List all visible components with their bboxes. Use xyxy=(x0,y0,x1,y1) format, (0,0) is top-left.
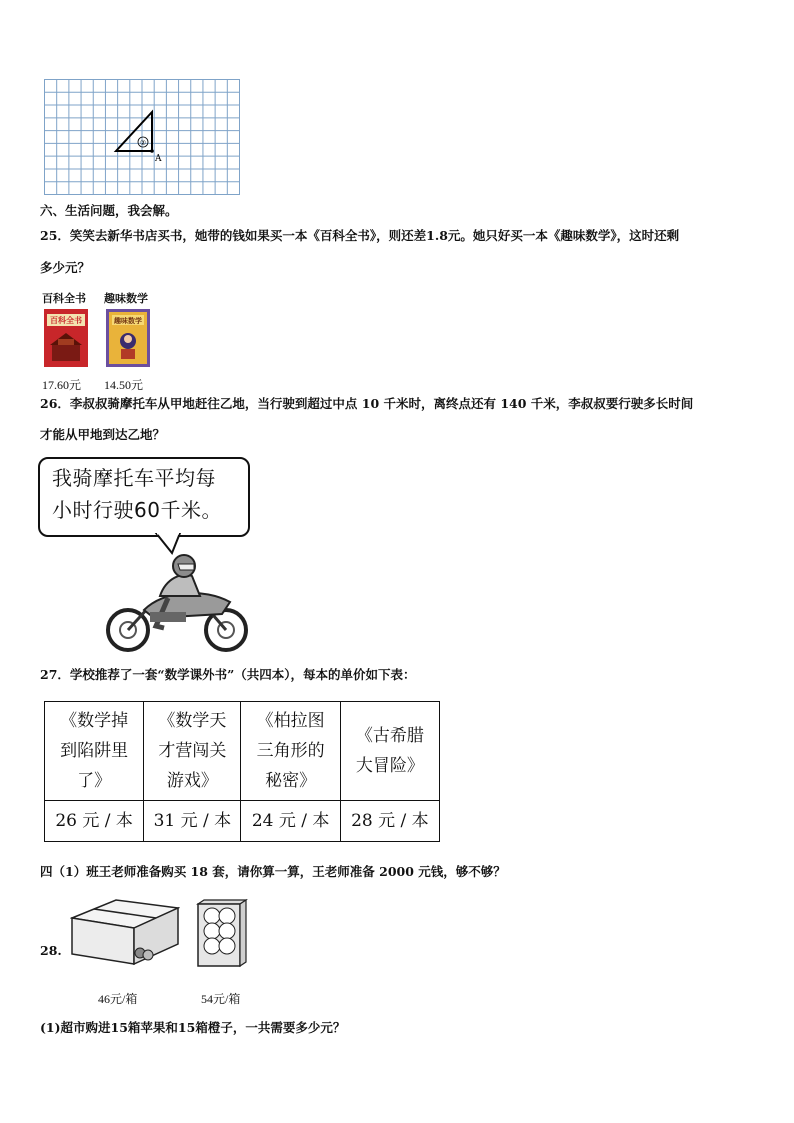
book-title: 百科全书 xyxy=(42,292,86,305)
table-cell-price: 31 元 / 本 xyxy=(144,801,241,842)
book-fun-math xyxy=(104,290,160,393)
q25-text-line1: 25．笑笑去新华书店买书，她带的钱如果买一本《百科全书》，则还差1.8元。她只好买一本《趣味数学》，这时还剩 xyxy=(40,228,680,243)
svg-text:趣味数学: 趣味数学 xyxy=(114,316,142,325)
book-price-table xyxy=(44,701,440,842)
q27-question: 四（1）班王老师准备购买 18 套，请你算一算，王老师准备 2000 元钱，够不够？ xyxy=(40,864,506,879)
table-cell-title: 《数学掉 到陷阱里 了》 xyxy=(45,702,144,801)
point-a-label: A xyxy=(155,154,162,164)
table-cell-price: 24 元 / 本 xyxy=(241,801,340,842)
q28-sub1: (1)超市购进15箱苹果和15箱橙子，一共需要多少元？ xyxy=(40,1020,346,1035)
book-encyclopedia xyxy=(42,290,98,393)
table-cell-title: 《柏拉图 三角形的 秘密》 xyxy=(241,702,340,801)
section-title: 六、生活问题，我会解。 xyxy=(40,203,178,218)
table-cell-title: 《数学天 才营闯关 游戏》 xyxy=(144,702,241,801)
table-cell-price: 26 元 / 本 xyxy=(45,801,144,842)
orange-box-illustration xyxy=(196,898,248,968)
speech-bubble xyxy=(38,457,250,537)
table-cell-price: 28 元 / 本 xyxy=(340,801,439,842)
apple-price: 46元/箱 xyxy=(98,992,138,1006)
table-cell-title: 《古希腊 大冒险》 xyxy=(340,702,439,801)
book-price: 14.50元 xyxy=(104,378,144,392)
apple-box-illustration xyxy=(70,898,180,968)
q27-intro: 27．学校推荐了一套“数学课外书”（共四本），每本的单价如下表： xyxy=(40,667,416,682)
q25-text-line2: 多少元？ xyxy=(40,260,91,275)
book-cover-image xyxy=(44,309,90,367)
q28-number: 28. xyxy=(40,943,62,958)
q26-text-line1: 26．李叔叔骑摩托车从甲地赶往乙地，当行驶到超过中点 10 千米时，离终点还有 140 千米，李叔叔要行驶多长时间 xyxy=(40,396,694,411)
point-a-dot xyxy=(150,149,154,153)
bubble-line1: 我骑摩托车平均每 xyxy=(52,466,216,490)
motorcycle-rider-illustration xyxy=(104,550,250,656)
grid-figure xyxy=(44,79,240,195)
q26-text-line2: 才能从甲地到达乙地？ xyxy=(40,427,166,442)
bubble-line2: 小时行驶60千米。 xyxy=(52,498,222,522)
svg-text:百科全书: 百科全书 xyxy=(50,315,82,325)
orange-price: 54元/箱 xyxy=(201,992,241,1006)
book-price: 17.60元 xyxy=(42,378,82,392)
triangle-label: ② xyxy=(139,139,147,147)
book-cover-image xyxy=(106,309,152,367)
book-title: 趣味数学 xyxy=(104,292,148,305)
